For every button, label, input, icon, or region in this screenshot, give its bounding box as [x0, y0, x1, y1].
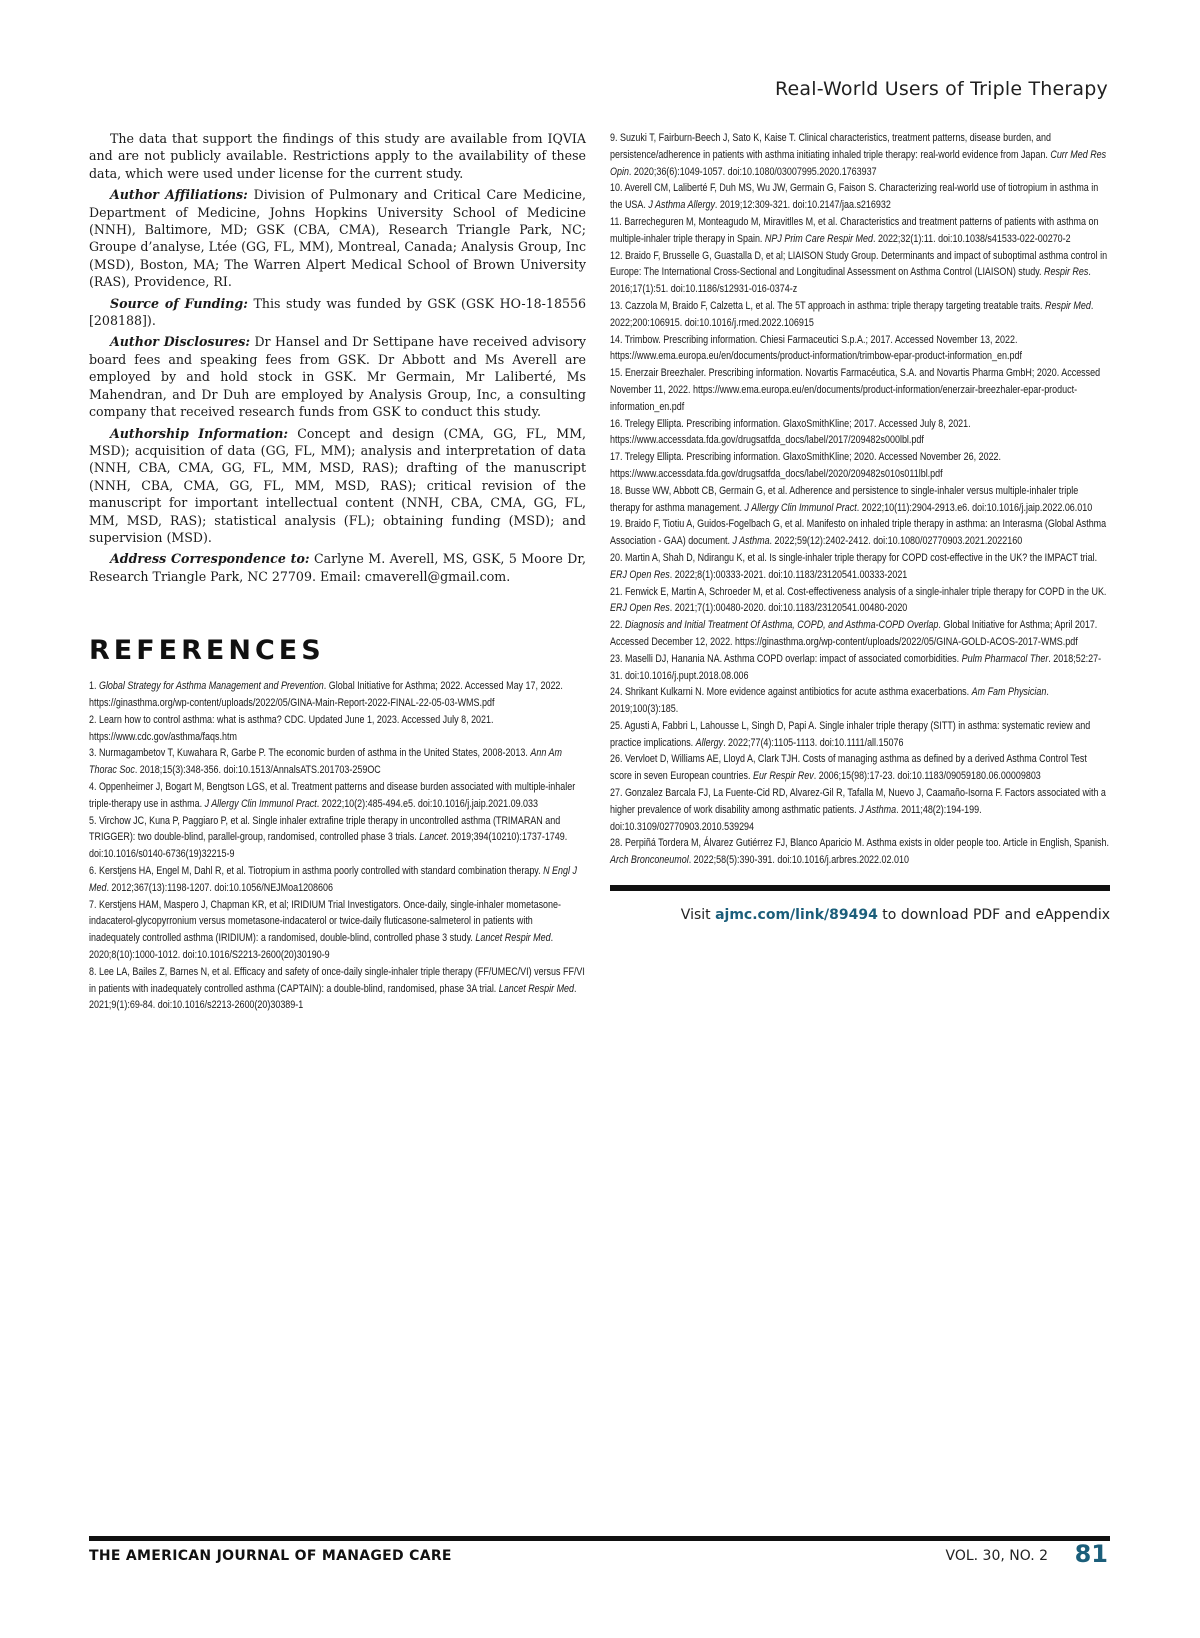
reference-item: 21. Fenwick E, Martin A, Schroeder M, et al. Cost-effectiveness analysis of a single-inhaler triple therapy for COPD in the UK. ERJ Open Res. 2021;7(1):00480-2020. doi:10.1183/23120541.00480-2020 [610, 585, 1107, 615]
affiliations-label: Author Affiliations: [110, 187, 248, 203]
right-column [610, 130, 1110, 923]
correspondence-label: Address Correspondence to: [110, 551, 310, 567]
reference-list-right [610, 130, 1110, 869]
reference-item: 27. Gonzalez Barcala FJ, La Fuente-Cid RD, Alvarez-Gil R, Tafalla M, Nuevo J, Caamaño-Isorna F. Factors associated with a higher prevalence of work disability among asthmatic patients. J Asthma. 2011;48(2):194-199. doi:10.3109/02770903.2010.539294 [610, 787, 1106, 833]
running-head: Real-World Users of Triple Therapy [774, 78, 1108, 100]
download-notice: Visit ajmc.com/link/89494 to download PDF and eAppendix [680, 907, 1110, 924]
left-column [89, 130, 586, 1014]
authorship-information [89, 425, 586, 547]
volume-issue: VOL. 30, NO. 2 [945, 1548, 1048, 1564]
reference-item: 22. Diagnosis and Initial Treatment Of Asthma, COPD, and Asthma-COPD Overlap. Global Initiative for Asthma; April 2017. Accessed December 12, 2022. https://ginasthma.org/wp-content/uploads/2022/05/GINA-GOLD-ACOS-2017-WMS.pdf [610, 619, 1098, 648]
reference-item: 8. Lee LA, Bailes Z, Barnes N, et al. Efficacy and safety of once-daily single-inhaler triple therapy (FF/UMEC/VI) versus FF/VI in patients with inadequately controlled asthma (CAPTAIN): a double-blind, randomised, phase 3A trial. Lancet Respir Med. 2021;9(1):69-84. doi:10.1016/s2213-2600(20)30389-1 [89, 965, 585, 1012]
reference-item: 16. Trelegy Ellipta. Prescribing information. GlaxoSmithKline; 2017. Accessed July 8, 2021. https://www.accessdata.fda.gov/drugsatfda_docs/label/2017/209482s000lbl.pdf [610, 417, 971, 447]
address-correspondence [89, 550, 586, 585]
reference-item: 19. Braido F, Tiotiu A, Guidos-Fogelbach G, et al. Manifesto on inhaled triple therapy in asthma: an Interasma (Global Asthma Association - GAA) document. J Asthma. 2022;59(12):2402-2412. doi:10.1080/02770903.2021.2022160 [610, 518, 1107, 548]
reference-item: 15. Enerzair Breezhaler. Prescribing information. Novartis Farmacéutica, S.A. and Novartis Pharma GmbH; 2020. Accessed November 11, 2022. https://www.ema.europa.eu/en/documents/product-information/enerzair-breezhaler-epar-product-information_en.pdf [610, 367, 1101, 413]
reference-item: 10. Averell CM, Laliberté F, Duh MS, Wu JW, Germain G, Faison S. Characterizing real-world use of tiotropium in asthma in the USA. J Asthma Allergy. 2019;12:309-321. doi:10.2147/jaa.s216932 [610, 182, 1099, 212]
reference-item: 28. Perpiñá Tordera M, Álvarez Gutiérrez FJ, Blanco Aparicio M. Asthma exists in older people too. Article in English, Spanish. Arch Bronconeumol. 2022;58(5):390-391. doi:10.1016/j.arbres.2022.02.010 [610, 837, 1109, 867]
affiliations-text: Division of Pulmonary and Critical Care Medicine, Department of Medicine, Johns Hopkins University School of Medicine (NNH), Baltimore, MD; GSK (CBA, CMA), Research Triangle Park, NC; Groupe d’analyse, Ltée (GG, FL, MM), Montreal, Canada; Analysis Group, Inc (MSD), Boston, MA; The Warren Alpert Medical School of Brown University (RAS), Providence, RI. [89, 187, 586, 290]
data-availability-statement: The data that support the findings of this study are available from IQVIA and are not publicly available. Restrictions apply to the availability of these data, which were used under license for the current study. [89, 131, 586, 181]
reference-item: 5. Virchow JC, Kuna P, Paggiaro P, et al. Single inhaler extrafine triple therapy in uncontrolled asthma (TRIMARAN and TRIGGER): two double-blind, parallel-group, randomised, controlled phase 3 trials. Lancet. 2019;394(10210):1737-1749. doi:10.1016/s0140-6736(19)32215-9 [89, 814, 568, 861]
correspondence-text: Carlyne M. Averell, MS, GSK, 5 Moore Dr, Research Triangle Park, NC 27709. Email: cmaverell@gmail.com. [89, 551, 586, 584]
authorship-label: Authorship Information: [110, 425, 289, 441]
reference-item: 20. Martin A, Shah D, Ndirangu K, et al. Is single-inhaler triple therapy for COPD cost-effective in the UK? the IMPACT trial. ERJ Open Res. 2022;8(1):00333-2021. doi:10.1183/23120541.00333-2021 [610, 551, 1098, 581]
reference-item: 4. Oppenheimer J, Bogart M, Bengtson LGS, et al. Treatment patterns and disease burden associated with multiple-inhaler triple-therapy use in asthma. J Allergy Clin Immunol Pract. 2022;10(2):485-494.e5. doi:10.1016/j.jaip.2021.09.033 [89, 780, 576, 810]
reference-item: 14. Trimbow. Prescribing information. Chiesi Farmaceutici S.p.A.; 2017. Accessed November 13, 2022. https://www.ema.europa.eu/en/documents/product-information/trimbow-epar-product-information_en.pdf [610, 333, 1022, 363]
reference-item: 3. Nurmagambetov T, Kuwahara R, Garbe P. The economic burden of asthma in the United States, 2008-2013. Ann Am Thorac Soc. 2018;15(3):348-356. doi:10.1513/AnnalsATS.201703-259OC [89, 747, 562, 777]
reference-item: 26. Vervloet D, Williams AE, Lloyd A, Clark TJH. Costs of managing asthma as defined by a derived Asthma Control Test score in seven European countries. Eur Respir Rev. 2006;15(98):17-23. doi:10.1183/09059180.06.00009803 [610, 753, 1087, 783]
reference-item: 7. Kerstjens HAM, Maspero J, Chapman KR, et al; IRIDIUM Trial Investigators. Once-daily, single-inhaler mometasone-indacaterol-glycopyrronium versus mometasone-indacaterol or twice-daily fluticasone-salmeterol in patients with inadequately controlled asthma (IRIDIUM): a randomised, double-blind, controlled phase 3 study. Lancet Respir Med. 2020;8(10):1000-1012. doi:10.1016/S2213-2600(20)30190-9 [89, 898, 561, 961]
reference-item: 9. Suzuki T, Fairburn-Beech J, Sato K, Kaise T. Clinical characteristics, treatment patterns, disease burden, and persistence/adherence in patients with asthma initiating inhaled triple therapy: real-world evidence from Japan. Curr Med Res Opin. 2020;36(6):1049-1057. doi:10.1080/03007995.2020.1763937 [610, 132, 1107, 178]
funding-text: This study was funded by GSK (GSK HO-18-18556 [208188]). [89, 295, 586, 329]
section-divider [610, 885, 1110, 891]
reference-item: 1. Global Strategy for Asthma Management and Prevention. Global Initiative for Asthma; 2022. Accessed May 17, 2022. https://ginasthma.org/wp-content/uploads/2022/05/GINA-Main-Report-2022-FINAL-22-05-03-WMS.pdf [89, 680, 563, 709]
reference-item: 17. Trelegy Ellipta. Prescribing information. GlaxoSmithKline; 2020. Accessed November 26, 2022. https://www.accessdata.fda.gov/drugsatfda_docs/label/2020/209482s010s011lbl.pdf [610, 451, 1002, 480]
reference-item: 11. Barrecheguren M, Monteagudo M, Miravitlles M, et al. Characteristics and treatment patterns of patients with asthma on multiple-inhaler triple therapy in Spain. NPJ Prim Care Respir Med. 2022;32(1):11. doi:10.1038/s41533-022-00270-2 [610, 215, 1099, 245]
download-link[interactable]: ajmc.com/link/89494 [715, 907, 878, 924]
footer-divider [89, 1536, 1110, 1541]
journal-name: THE AMERICAN JOURNAL OF MANAGED CARE [89, 1548, 452, 1564]
reference-item: 25. Agusti A, Fabbri L, Lahousse L, Singh D, Papi A. Single inhaler triple therapy (SITT) in asthma: systematic review and practice implications. Allergy. 2022;77(4):1105-1113. doi:10.1111/all.15076 [610, 719, 1091, 749]
disclosures-label: Author Disclosures: [110, 334, 251, 350]
references-heading: REFERENCES [89, 635, 325, 667]
reference-item: 6. Kerstjens HA, Engel M, Dahl R, et al. Tiotropium in asthma poorly controlled with standard combination therapy. N Engl J Med. 2012;367(13):1198-1207. doi:10.1056/NEJMoa1208606 [89, 864, 577, 894]
reference-item: 13. Cazzola M, Braido F, Calzetta L, et al. The 5T approach in asthma: triple therapy targeting treatable traits. Respir Med. 2022;200:106915. doi:10.1016/j.rmed.2022.106915 [610, 299, 1094, 329]
disclosures-text: Dr Hansel and Dr Settipane have received advisory board fees and speaking fees from GSK. Dr Abbott and Ms Averell are employed by and hold stock in GSK. Mr Germain, Mr Laliberté, Ms Mahendran, and Dr Duh are employed by Analysis Group, Inc, a consulting company that received research funds from GSK to conduct this study. [89, 334, 586, 420]
page-number: 81 [1074, 1540, 1108, 1568]
source-of-funding [89, 295, 586, 330]
author-affiliations [89, 186, 586, 290]
authorship-text: Concept and design (CMA, GG, FL, MM, MSD); acquisition of data (GG, FL, MM); analysis and interpretation of data (NNH, CBA, CMA, GG, FL, MM, MSD, RAS); drafting of the manuscript (NNH, CBA, CMA, GG, FL, MM, MSD, RAS); critical revision of the manuscript for important intellectual content (NNH, CBA, CMA, GG, FL, MM, MSD, RAS); statistical analysis (FL); obtaining funding (MSD); and supervision (MSD). [89, 425, 586, 545]
reference-item: 18. Busse WW, Abbott CB, Germain G, et al. Adherence and persistence to single-inhaler versus multiple-inhaler triple therapy for asthma management. J Allergy Clin Immunol Pract. 2022;10(11):2904-2913.e6. doi:10.1016/j.jaip.2022.06.010 [610, 484, 1093, 514]
reference-list-left [89, 678, 586, 1014]
author-disclosures [89, 333, 586, 420]
reference-item: 23. Maselli DJ, Hanania NA. Asthma COPD overlap: impact of associated comorbidities. Pulm Pharmacol Ther. 2018;52:27-31. doi:10.1016/j.pupt.2018.08.006 [610, 652, 1102, 682]
reference-item: 12. Braido F, Brusselle G, Guastalla D, et al; LIAISON Study Group. Determinants and impact of suboptimal asthma control in Europe: The International Cross-Sectional and Longitudinal Assessment on Asthma Control (LIAISON) study. Respir Res. 2016;17(1):51. doi:10.1186/s12931-016-0374-z [610, 249, 1108, 296]
reference-item: 24. Shrikant Kulkarni N. More evidence against antibiotics for acute asthma exacerbations. Am Fam Physician. 2019;100(3):185. [610, 686, 1049, 716]
funding-label: Source of Funding: [110, 295, 248, 311]
reference-item: 2. Learn how to control asthma: what is asthma? CDC. Updated June 1, 2023. Accessed July 8, 2021. https://www.cdc.gov/asthma/faqs.htm [89, 713, 494, 743]
